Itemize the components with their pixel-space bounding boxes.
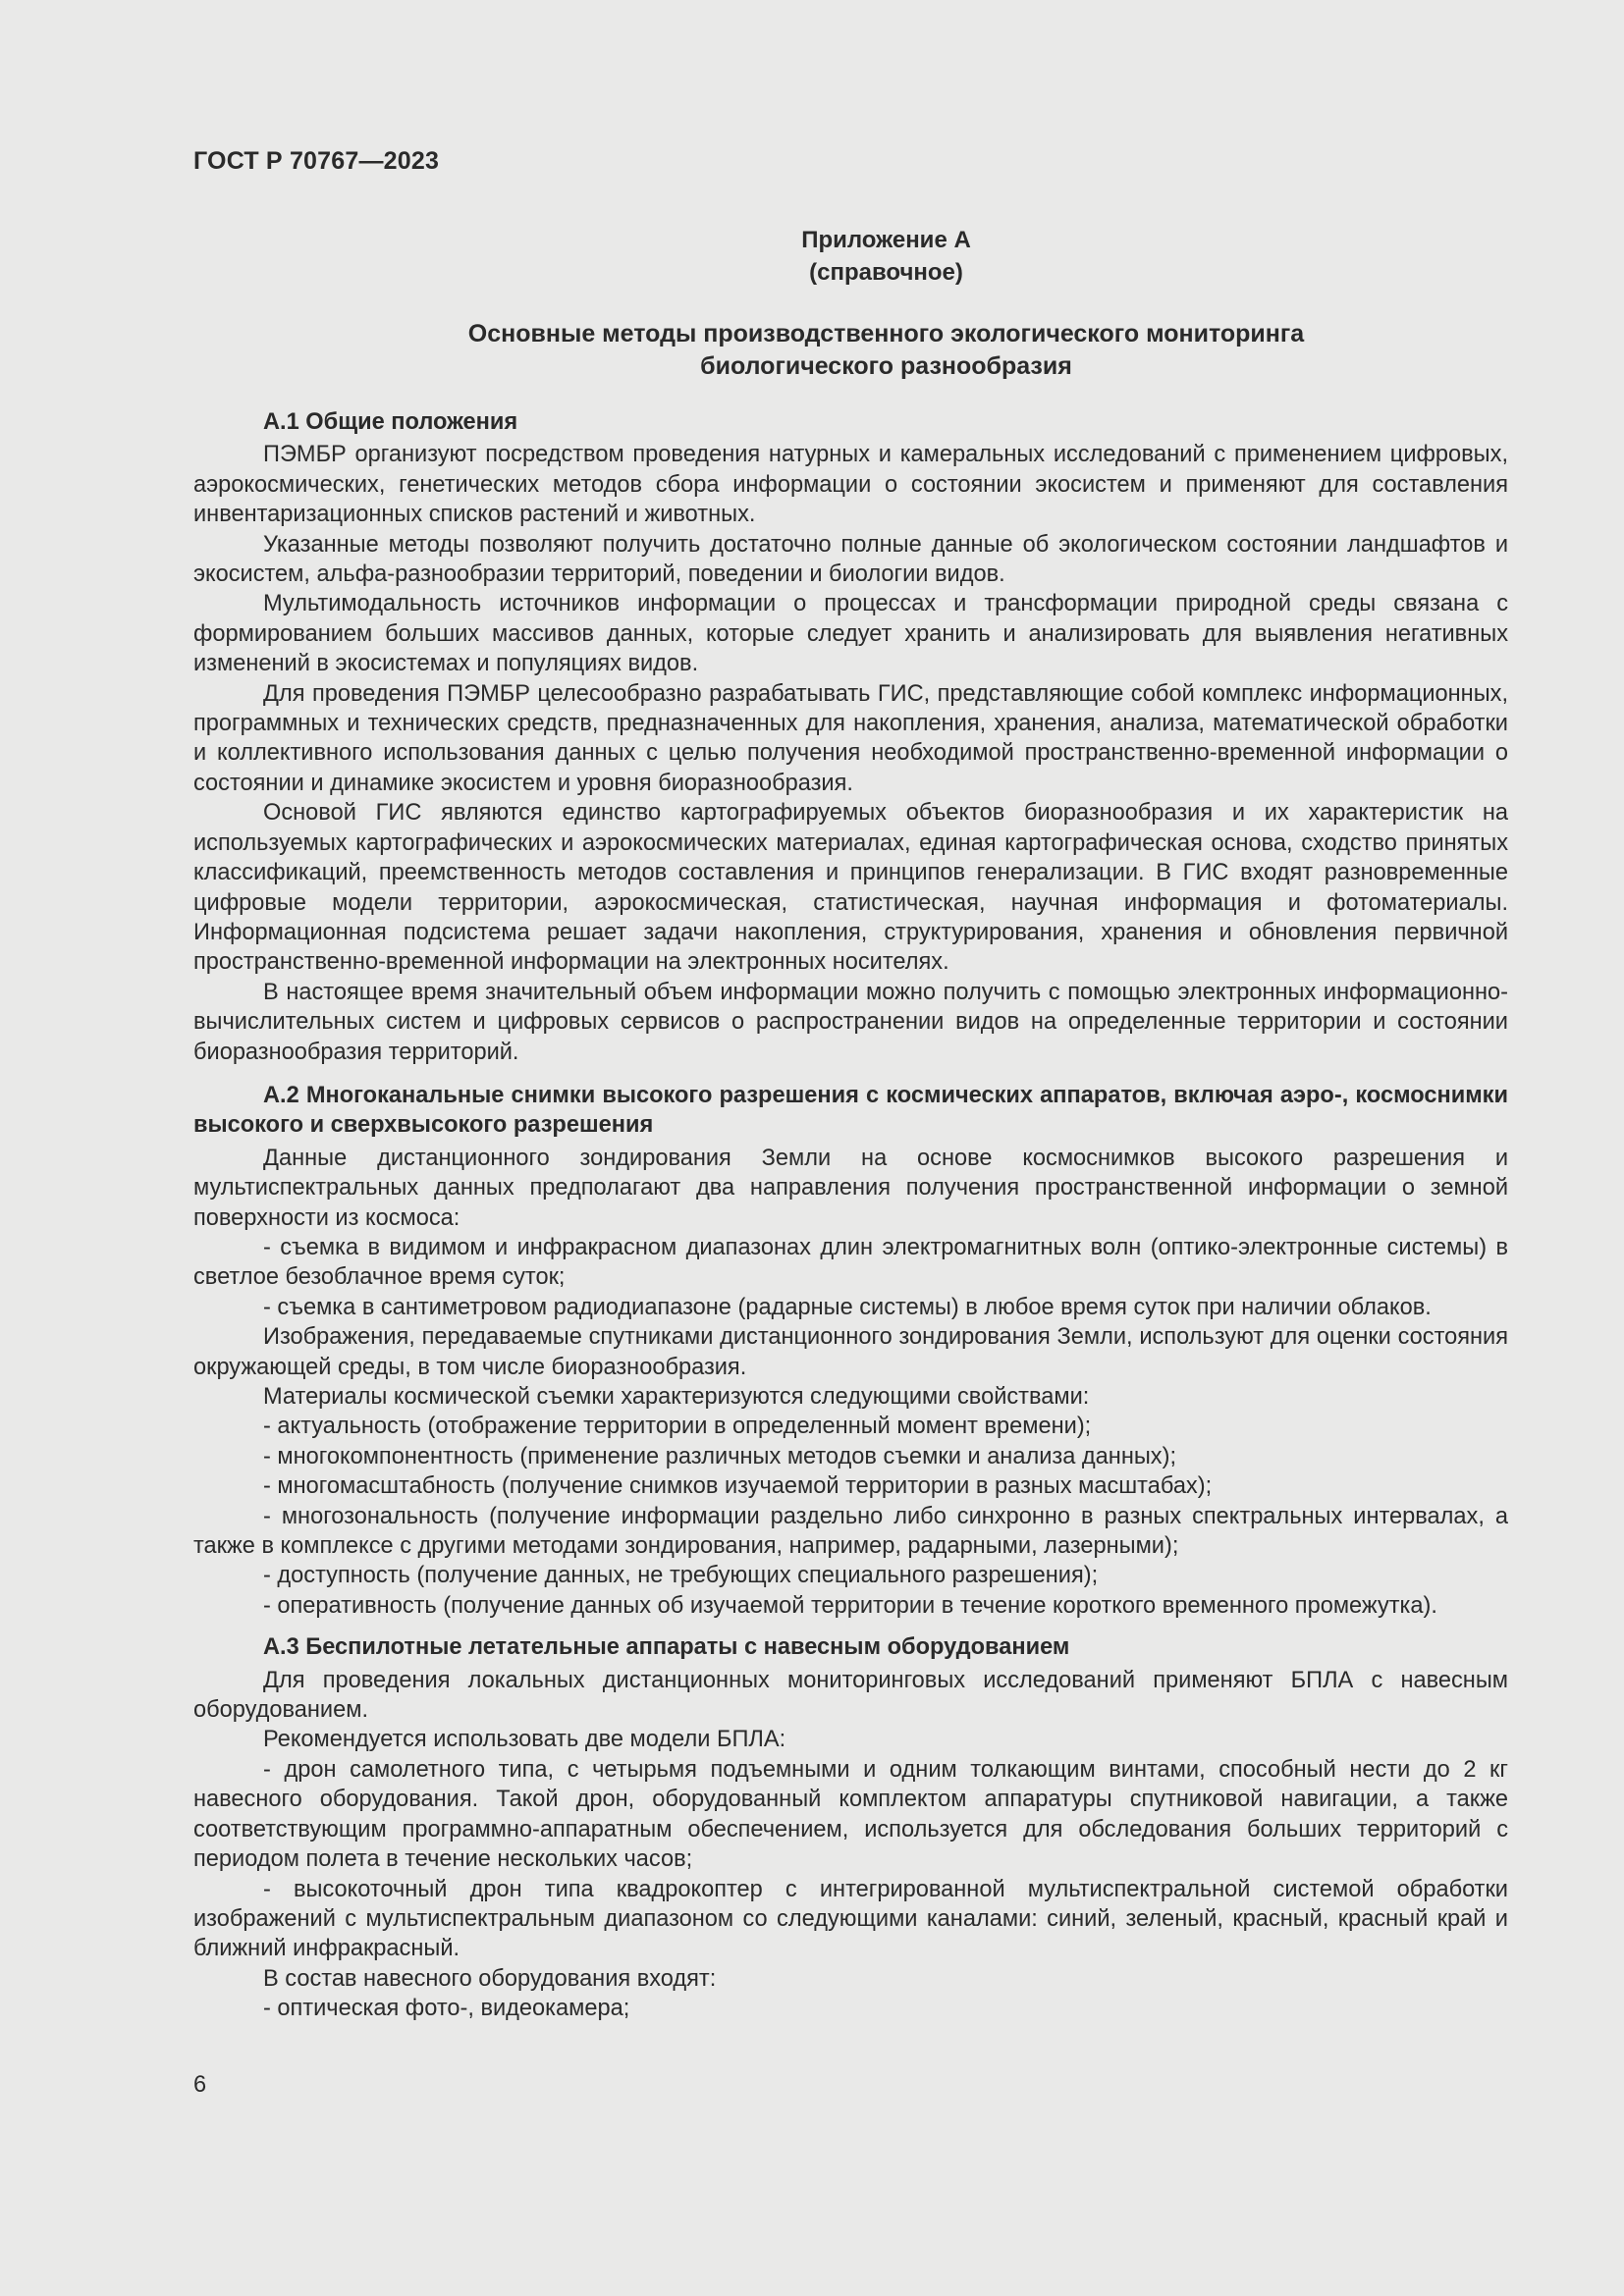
- standard-number: ГОСТ Р 70767—2023: [193, 147, 440, 175]
- paragraph: В состав навесного оборудования входят:: [263, 1965, 717, 1992]
- annex-label: Приложение А: [801, 227, 971, 253]
- list-item: - съемка в видимом и инфракрасном диапазонах длин электромагнитных волн (оптико-электронные системы) в светлое безоблачное время суток;: [193, 1234, 1508, 1291]
- annex-title: [193, 318, 1508, 383]
- list-item: - актуальность (отображение территории в определенный момент времени);: [263, 1414, 1092, 1440]
- page-number: 6: [193, 2072, 207, 2098]
- section-title-a2: А.2 Многоканальные снимки высокого разрешения с космических аппаратов, включая аэро-, космоснимки высокого и сверхвысокого разрешения: [193, 1082, 1508, 1139]
- list-item: - оптическая фото-, видеокамера;: [263, 1996, 630, 2022]
- paragraph: Данные дистанционного зондирования Земли на основе космоснимков высокого разрешения и мультиспектральных данных предполагают два направления получения пространственной информации о земной поверхности из космоса:: [193, 1145, 1508, 1231]
- paragraph: Основой ГИС являются единство картографируемых объектов биоразнообразия и их характеристик на используемых картографических и аэрокосмических материалах, единая картографическая основа, сходство принятых классификаций, преемственность методов составления и принципов генерализации. В ГИС входят разновременные цифровые модели территории, аэрокосмическая, статистическая, научная информация и фотоматериалы. Информационная подсистема решает задачи накопления, структурирования, хранения и обновления первичной пространственно-временной информации на электронных носителях.: [193, 800, 1508, 976]
- section-title-a3: А.3 Беспилотные летательные аппараты с навесным оборудованием: [263, 1634, 1070, 1661]
- paragraph: Для проведения ПЭМБР целесообразно разрабатывать ГИС, представляющие собой комплекс информационных, программных и технических средств, предназначенных для накопления, хранения, анализа, математической обработки и коллективного использования данных с целью получения необходимой пространственно-временной информации о состоянии и динамике экосистем и уровня биоразнообразия.: [193, 680, 1508, 796]
- list-item: - доступность (получение данных, не требующих специального разрешения);: [263, 1563, 1099, 1589]
- paragraph: Мультимодальность источников информации о процессах и трансформации природной среды связана с формированием больших массивов данных, которые следует хранить и анализировать для выявления негативных изменений в экосистемах и популяциях видов.: [193, 591, 1508, 677]
- list-item: - дрон самолетного типа, с четырьмя подъемными и одним толкающим винтами, способный нести до 2 кг навесного оборудования. Такой дрон, оборудованный комплектом аппаратуры спутниковой навигации, а также соответствующим программно-аппаратным обеспечением, используется для обследования больших территорий с периодом полета в течение нескольких часов;: [193, 1756, 1508, 1873]
- paragraph: Для проведения локальных дистанционных мониторинговых исследований применяют БПЛА с навесным оборудованием.: [193, 1667, 1508, 1724]
- annex-title-line-2: биологического разнообразия: [700, 352, 1072, 380]
- paragraph: Рекомендуется использовать две модели БПЛА:: [263, 1727, 786, 1753]
- paragraph: Указанные методы позволяют получить достаточно полные данные об экологическом состоянии ландшафтов и экосистем, альфа-разнообразии территорий, поведении и биологии видов.: [193, 531, 1508, 588]
- section-title-a1: А.1 Общие положения: [263, 409, 518, 435]
- page-content: [193, 224, 1508, 2024]
- list-item: - многокомпонентность (применение различных методов съемки и анализа данных);: [263, 1443, 1177, 1469]
- annex-status: (справочное): [809, 259, 963, 286]
- annex-title-line-1: Основные методы производственного экологического мониторинга: [467, 320, 1305, 347]
- paragraph: ПЭМБР организуют посредством проведения натурных и камеральных исследований с применением цифровых, аэрокосмических, генетических методов сбора информации о состоянии экосистем и применяют для составления инвентаризационных списков растений и животных.: [193, 442, 1508, 528]
- paragraph: Материалы космической съемки характеризуются следующими свойствами:: [263, 1384, 1090, 1410]
- list-item: - съемка в сантиметровом радиодиапазоне (радарные системы) в любое время суток при наличии облаков.: [263, 1294, 1432, 1320]
- list-item: - оперативность (получение данных об изучаемой территории в течение короткого временного промежутка).: [263, 1592, 1437, 1619]
- paragraph: Изображения, передаваемые спутниками дистанционного зондирования Земли, используют для оценки состояния окружающей среды, в том числе биоразнообразия.: [193, 1324, 1508, 1380]
- paragraph: В настоящее время значительный объем информации можно получить с помощью электронных информационно-вычислительных систем и цифровых сервисов о распространении видов на определенные территории и состоянии биоразнообразия территорий.: [193, 979, 1508, 1065]
- list-item: - многомасштабность (получение снимков изучаемой территории в разных масштабах);: [263, 1473, 1213, 1500]
- list-item: - высокоточный дрон типа квадрокоптер с интегрированной мультиспектральной системой обработки изображений с мультиспектральным диапазоном со следующими каналами: синий, зеленый, красный, красный край и ближний инфракрасный.: [193, 1876, 1508, 1962]
- list-item: - многозональность (получение информации раздельно либо синхронно в разных спектральных интервалах, а также в комплексе с другими методами зондирования, например, радарными, лазерными);: [193, 1503, 1508, 1560]
